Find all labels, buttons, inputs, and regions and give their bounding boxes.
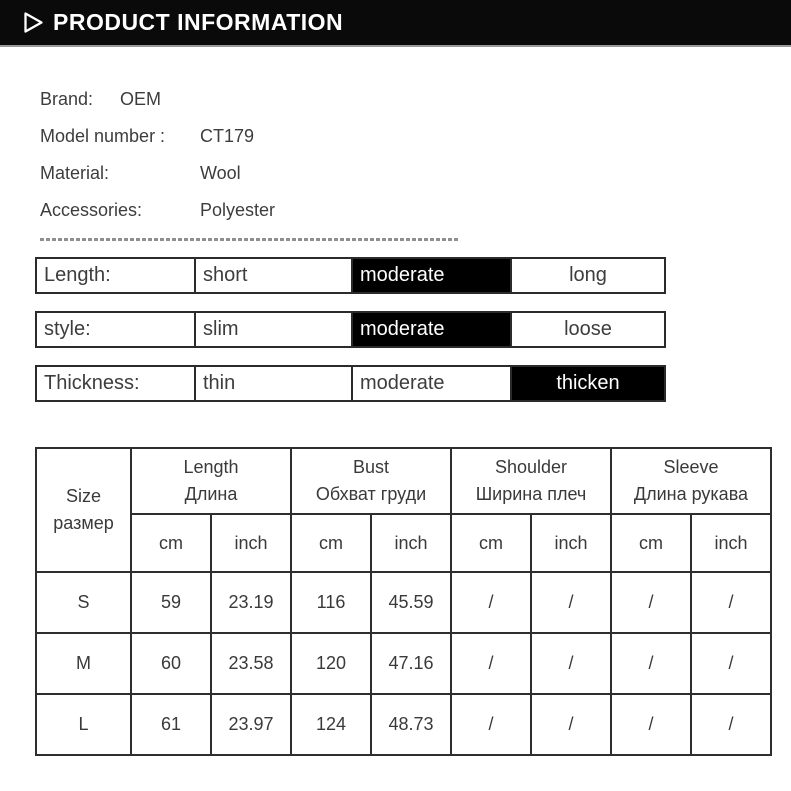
thickness-option-thin: thin [196,367,353,400]
page-title: PRODUCT INFORMATION [53,9,344,35]
style-attr-label: style: [37,313,196,346]
group-sleeve-ru: Длина рукава [633,484,749,504]
material-label: Material: [40,163,110,183]
value-cell: 47.16 [371,633,451,694]
value-cell: / [451,572,531,633]
group-bust-en: Bust [352,457,390,477]
group-bust-ru: Обхват груди [315,484,427,504]
value-cell: / [531,572,611,633]
product-information-banner [0,0,791,47]
value-cell: / [531,633,611,694]
value-cell: 59 [131,572,211,633]
group-header-length [131,448,291,514]
dashed-divider [40,238,460,241]
value-cell: / [691,633,771,694]
brand-value: OEM [120,89,162,109]
value-cell: / [451,633,531,694]
thickness-attr-label: Thickness: [37,367,196,400]
unit-header-inch: inch [371,514,451,572]
group-length-en: Length [183,457,239,477]
detail-row-model-number [40,127,791,146]
value-cell: / [531,694,611,755]
value-cell: 23.19 [211,572,291,633]
group-header-bust [291,448,451,514]
size-row-m [36,633,771,694]
product-details [40,90,791,220]
size-cell: M [36,633,131,694]
size-chart-unit-header-row [36,514,771,572]
value-cell: 45.59 [371,572,451,633]
group-length-ru: Длина [184,484,238,504]
value-cell: 120 [291,633,371,694]
size-chart-table [35,447,772,756]
unit-header-inch: inch [691,514,771,572]
value-cell: 116 [291,572,371,633]
detail-row-material [40,164,791,183]
value-cell: / [691,572,771,633]
value-cell: 124 [291,694,371,755]
size-chart-group-header-row [36,448,771,514]
value-cell: 23.97 [211,694,291,755]
style-option-moderate-selected: moderate [353,313,512,346]
unit-header-inch: inch [531,514,611,572]
material-value: Wool [200,163,241,183]
value-cell: 23.58 [211,633,291,694]
accessories-label: Accessories: [40,200,143,220]
size-cell: L [36,694,131,755]
value-cell: / [611,694,691,755]
attribute-row-length [35,257,666,294]
value-cell: / [611,633,691,694]
length-option-long: long [569,264,607,286]
thickness-option-moderate: moderate [353,367,512,400]
play-triangle-icon [22,10,45,35]
length-option-moderate-selected: moderate [353,259,512,292]
group-shoulder-en: Shoulder [494,457,568,477]
size-cell: S [36,572,131,633]
model-number-value: CT179 [200,126,255,146]
size-row-s [36,572,771,633]
unit-header-inch: inch [211,514,291,572]
unit-header-cm: cm [131,514,211,572]
accessories-value: Polyester [200,200,276,220]
unit-header-cm: cm [291,514,371,572]
size-corner-cell [36,448,131,572]
group-shoulder-ru: Ширина плеч [475,484,587,504]
attribute-row-style [35,311,666,348]
value-cell: / [611,572,691,633]
value-cell: 48.73 [371,694,451,755]
thickness-option-thicken-selected: thicken [512,367,664,400]
length-option-short: short [196,259,353,292]
model-number-label: Model number : [40,126,166,146]
group-header-sleeve [611,448,771,514]
detail-row-brand [40,90,791,109]
attribute-row-thickness [35,365,666,402]
size-corner-en: Size [65,486,101,506]
style-option-slim: slim [196,313,353,346]
value-cell: 60 [131,633,211,694]
length-attr-label: Length: [37,259,196,292]
brand-label: Brand: [40,89,94,109]
attribute-bars [35,257,791,402]
group-sleeve-en: Sleeve [663,457,719,477]
value-cell: / [451,694,531,755]
size-corner-ru: размер [53,513,114,533]
style-option-loose: loose [564,318,612,340]
size-row-l [36,694,771,755]
detail-row-accessories [40,201,791,220]
group-header-shoulder [451,448,611,514]
unit-header-cm: cm [451,514,531,572]
value-cell: 61 [131,694,211,755]
unit-header-cm: cm [611,514,691,572]
value-cell: / [691,694,771,755]
